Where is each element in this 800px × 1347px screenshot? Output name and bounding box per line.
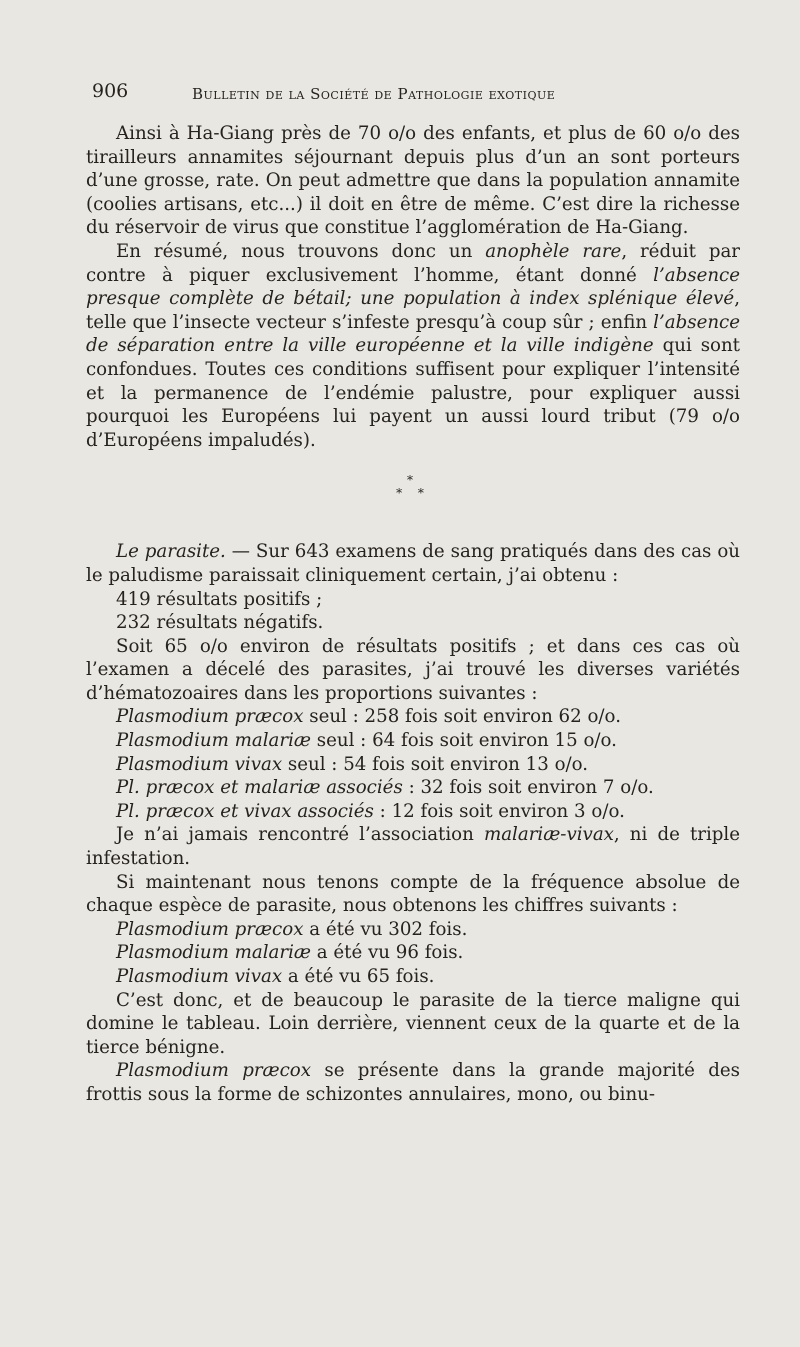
proportion-line: Pl. præcox et malariæ associés : 32 fois soit environ 7 o/o. <box>116 777 654 799</box>
page-header <box>92 80 752 110</box>
total-line: Plasmodium malariæ a été vu 96 fois. <box>116 942 464 964</box>
proportion-line: Plasmodium malariæ seul : 64 fois soit environ 15 o/o. <box>116 730 617 752</box>
section-separator <box>86 474 740 500</box>
separator-stars-bottom: * * <box>396 486 430 501</box>
running-title: Bulletin de la Société de Pathologie exotique <box>192 85 556 103</box>
proportion-line: Plasmodium præcox seul : 258 fois soit environ 62 o/o. <box>116 706 621 728</box>
paragraph-absolute-frequency: Si maintenant nous tenons compte de la fréquence absolue de chaque espèce de parasite, nous obtenons les chiffres suivants : <box>86 871 740 917</box>
result-negative: 232 résultats négatifs. <box>116 612 324 634</box>
proportion-line: Plasmodium vivax seul : 54 fois soit environ 13 o/o. <box>116 753 589 775</box>
separator-star-top: * <box>407 473 419 488</box>
paragraph-ha-giang: Ainsi à Ha-Giang près de 70 o/o des enfants, et plus de 60 o/o des tirailleurs annamites séjournant depuis plus d’un an sont porteurs d’une grosse, rate. On peut admettre que dans la population annamite (coolies artisans, etc...) il doit en être de même. C’est dire la richesse du réservoir de virus que constitue l’agglomération de Ha-Giang. <box>86 123 740 239</box>
page-number: 906 <box>92 80 129 102</box>
total-line: Plasmodium vivax a été vu 65 fois. <box>116 966 435 987</box>
paragraph-praecox-form: Plasmodium præcox se présente dans la grande majorité des frottis sous la forme de schizontes annulaires, mono, ou binu- <box>86 1060 740 1105</box>
paragraph-conclusion: C’est donc, et de beaucoup le parasite de la tierce maligne qui domine le tableau. Loin derrière, viennent ceux de la quarte et de la tierce bénigne. <box>86 989 740 1058</box>
paragraph-summary: En résumé, nous trouvons donc un anophèle rare, réduit par contre à piquer exclusivement l’homme, étant donné l’absence presque complète de bétail; une population à index splénique élevé, telle que l’insecte vecteur s’infeste presqu’à coup sûr ; enfin l’absence de séparation entre la ville européenne et la ville indigène qui sont confondues. Toutes ces conditions suffisent pour expliquer l’intensité et la permanence de l’endémie palustre, pour expliquer aussi pourquoi les Européens lui payent un aussi lourd tribut (79 o/o d’Européens impaludés). <box>86 240 740 451</box>
paragraph-no-triple: Je n’ai jamais rencontré l’association malariæ-vivax, ni de triple infestation. <box>86 824 740 870</box>
total-line: Plasmodium præcox a été vu 302 fois. <box>116 918 468 940</box>
paragraph-parasite: Le parasite. — Sur 643 examens de sang pratiqués dans des cas où le paludisme paraissait cliniquement certain, j’ai obtenu : <box>86 541 740 586</box>
proportion-line: Pl. præcox et vivax associés : 12 fois soit environ 3 o/o. <box>116 800 625 822</box>
paragraph-proportions-intro: Soit 65 o/o environ de résultats positifs ; et dans ces cas où l’examen a décelé des parasites, j’ai trouvé les diverses variétés d’hématozoaires dans les proportions suivantes : <box>86 635 740 704</box>
article-body <box>86 122 740 1107</box>
result-positive: 419 résultats positifs ; <box>116 588 323 610</box>
